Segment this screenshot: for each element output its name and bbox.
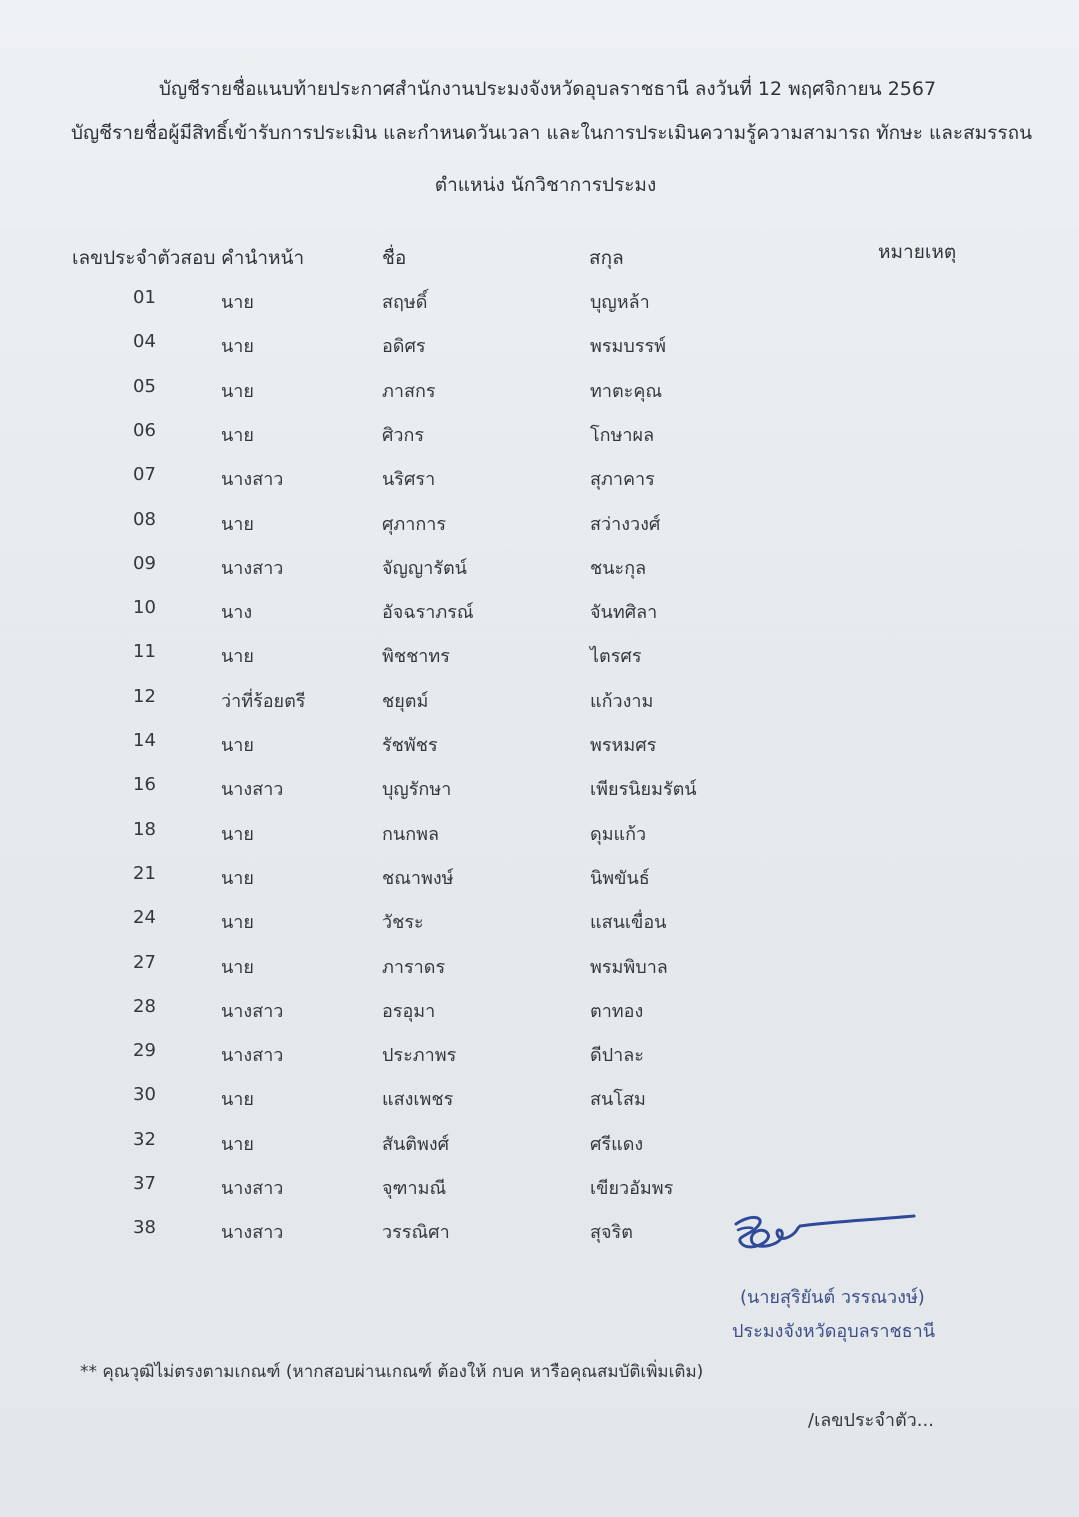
table-row [0,1173,1079,1203]
candidate-surname: ดีปาละ [590,1045,644,1066]
candidate-id: 32 [133,1129,156,1150]
candidate-prefix: นาย [221,336,254,357]
candidate-prefix: นาย [221,824,254,845]
candidate-surname: ไตรศร [590,646,642,667]
column-header-note: หมายเหตุ [878,241,957,263]
table-row [0,287,1079,317]
candidate-surname: พรมพิบาล [590,957,668,978]
candidate-surname: ชนะกุล [590,558,647,579]
candidate-name: อดิศร [382,336,426,357]
candidate-surname: เพียรนิยมรัตน์ [590,779,697,800]
candidate-surname: แสนเขื่อน [590,912,667,933]
table-row [0,331,1079,361]
candidate-name: ภาราดร [382,957,446,978]
candidate-name: ศุภาการ [382,514,447,535]
table-row [0,464,1079,494]
candidate-surname: แก้วงาม [590,691,654,712]
table-row [0,376,1079,406]
candidate-prefix: นางสาว [221,1045,284,1066]
candidate-prefix: นางสาว [221,1178,284,1199]
candidate-id: 27 [133,952,156,973]
candidate-id: 09 [133,553,156,574]
signature-mark [728,1206,923,1256]
candidate-name: วัชระ [382,912,424,933]
candidate-prefix: นางสาว [221,469,284,490]
table-row [0,907,1079,937]
table-row [0,774,1079,804]
candidate-prefix: นาย [221,912,254,933]
candidate-surname: สนโสม [590,1089,646,1110]
candidate-prefix: นางสาว [221,779,284,800]
document-title-line-2: บัญชีรายชื่อผู้มีสิทธิ์เข้ารับการประเมิน และกำหนดวันเวลา และในการประเมินความรู้ความสามารถ ทักษะ และสมรรถน [70,122,1033,144]
table-row [0,641,1079,671]
candidate-prefix: นางสาว [221,558,284,579]
document-title-line-1: บัญชีรายชื่อแนบท้ายประกาศสำนักงานประมงจังหวัดอุบลราชธานี ลงวันที่ 12 พฤศจิกายน 2567 [158,78,937,100]
signatory-position: ประมงจังหวัดอุบลราชธานี [732,1321,936,1342]
candidate-prefix: นาย [221,646,254,667]
table-row [0,819,1079,849]
candidate-prefix: นาย [221,381,254,402]
candidate-surname: ศรีแดง [590,1134,644,1155]
candidate-id: 16 [133,774,156,795]
candidate-prefix: นางสาว [221,1001,284,1022]
candidate-id: 11 [133,641,156,662]
candidate-surname: พรหมศร [590,735,657,756]
candidate-prefix: ว่าที่ร้อยตรี [221,691,306,712]
candidate-name: ชณาพงษ์ [382,868,454,889]
candidate-surname: สว่างวงศ์ [590,514,661,535]
table-row [0,1040,1079,1070]
candidate-prefix: นาย [221,735,254,756]
candidate-name: แสงเพชร [382,1089,454,1110]
candidate-id: 08 [133,509,156,530]
candidate-surname: ทาตะคุณ [590,381,663,402]
candidate-prefix: นาย [221,1134,254,1155]
column-header-surname: สกุล [589,247,624,269]
candidate-id: 24 [133,907,156,928]
candidate-prefix: นาย [221,1089,254,1110]
candidate-prefix: นาง [221,602,253,623]
candidate-surname: จันทศิลา [590,602,658,623]
candidate-name: กนกพล [382,824,439,845]
candidate-prefix: นาย [221,292,254,313]
candidate-id: 30 [133,1084,156,1105]
candidate-surname: นิพขันธ์ [590,868,650,889]
column-header-name: ชื่อ [382,247,407,269]
candidate-name: อรอุมา [382,1001,436,1022]
candidate-prefix: นาย [221,868,254,889]
candidate-surname: โกษาผล [590,425,655,446]
candidate-surname: พรมบรรพ์ [590,336,667,357]
candidate-surname: สุภาคาร [590,469,655,490]
candidate-id: 21 [133,863,156,884]
candidate-name: ชยุตม์ [382,691,429,712]
candidate-name: จุฑามณี [382,1178,447,1199]
table-row [0,553,1079,583]
column-header-prefix: คำนำหน้า [221,247,305,269]
candidate-name: บุญรักษา [382,779,452,800]
candidate-prefix: นาย [221,957,254,978]
table-row [0,509,1079,539]
table-row [0,996,1079,1026]
table-row [0,1084,1079,1114]
table-row [0,420,1079,450]
candidate-id: 06 [133,420,156,441]
table-row [0,597,1079,627]
table-row [0,1129,1079,1159]
candidate-id: 37 [133,1173,156,1194]
candidate-id: 04 [133,331,156,352]
candidate-prefix: นาย [221,514,254,535]
candidate-name: จัญญารัตน์ [382,558,467,579]
candidate-name: สันติพงศ์ [382,1134,450,1155]
candidate-name: อัจฉราภรณ์ [382,602,474,623]
candidate-id: 05 [133,376,156,397]
footnote: ** คุณวุฒิไม่ตรงตามเกณฑ์ (หากสอบผ่านเกณฑ์ ต้องให้ กบค หารือคุณสมบัติเพิ่มเติม) [80,1362,704,1382]
candidate-name: ภาสกร [382,381,436,402]
candidate-surname: บุญหล้า [590,292,650,313]
candidate-id: 38 [133,1217,156,1238]
table-row [0,686,1079,716]
candidate-id: 01 [133,287,156,308]
candidate-id: 07 [133,464,156,485]
candidate-name: ศิวกร [382,425,425,446]
candidate-id: 12 [133,686,156,707]
candidate-prefix: นางสาว [221,1222,284,1243]
continuation-marker: /เลขประจำตัว... [808,1410,934,1431]
candidate-surname: สุจริต [590,1222,633,1243]
signatory-name: (นายสุริยันต์ วรรณวงษ์) [740,1287,925,1308]
candidate-name: สฤษดิ์ [382,292,428,313]
candidate-id: 14 [133,730,156,751]
candidate-surname: เขียวอัมพร [590,1178,674,1199]
table-row [0,952,1079,982]
candidate-id: 18 [133,819,156,840]
candidate-id: 29 [133,1040,156,1061]
candidate-surname: ตาทอง [590,1001,644,1022]
candidate-prefix: นาย [221,425,254,446]
candidate-name: วรรณิศา [382,1222,450,1243]
candidate-name: รัชพัชร [382,735,438,756]
candidate-name: พิชชาทร [382,646,450,667]
candidate-name: ประภาพร [382,1045,457,1066]
candidate-id: 10 [133,597,156,618]
table-row [0,730,1079,760]
table-row [0,863,1079,893]
candidate-id: 28 [133,996,156,1017]
document-title-line-3: ตำแหน่ง นักวิชาการประมง [434,174,657,196]
candidate-surname: ดุมแก้ว [590,824,647,845]
candidate-name: นริศรา [382,469,436,490]
column-header-id: เลขประจำตัวสอบ [72,247,216,269]
